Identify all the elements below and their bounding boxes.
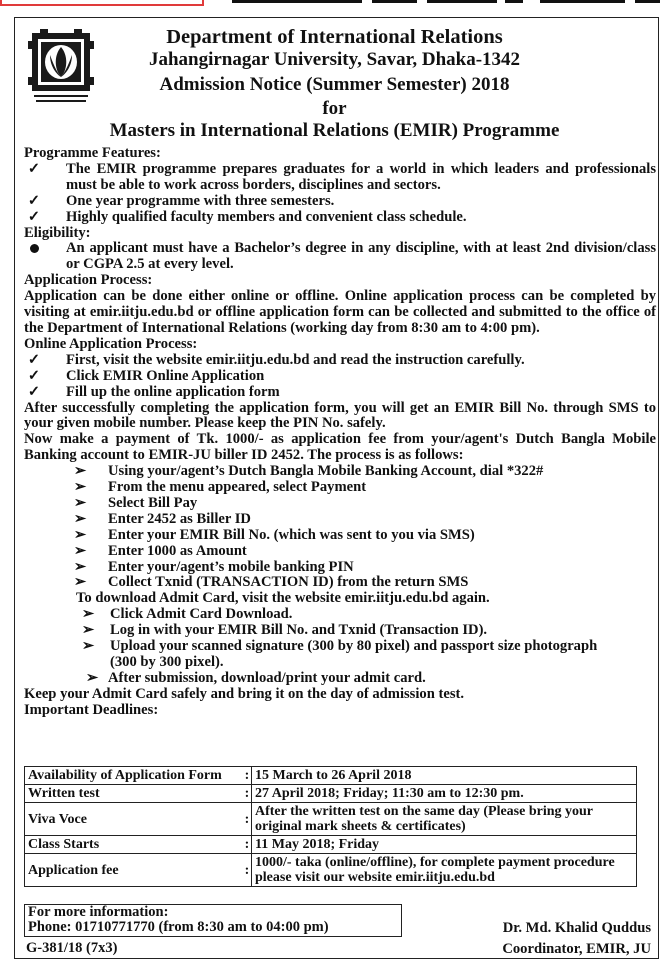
payment-step: ➢ Enter your EMIR Bill No. (which was sent to you via SMS) (74, 526, 475, 543)
application-text: Application can be done either online or offline. Online application process can be completed by visiting at emir.iitju.edu.bd or offline application form can be collected and submitted to the office of the Department of International Relations (working day from 8:30 am to 4:00 pm). (24, 288, 656, 336)
arrow-icon: ➢ (74, 479, 87, 496)
for-line: for (322, 98, 347, 119)
table-row (25, 785, 637, 803)
after-text: After successfully completing the application form, you will get an EMIR Bill No. through SMS to your given mobile number. Please keep the PIN No. safely. (24, 399, 656, 432)
check-icon: ✓ (27, 383, 41, 400)
clipped-text-fragment (372, 0, 417, 3)
deadlines-heading: Important Deadlines: (24, 701, 159, 718)
deadline-value: 27 April 2018; Friday; 11:30 am to 12:30 pm. (252, 785, 637, 803)
table-row (25, 836, 637, 854)
bullet-icon (30, 244, 39, 253)
application-heading: Application Process: (24, 272, 153, 289)
online-step: ✓ Click EMIR Online Application (27, 367, 265, 384)
university-address: Jahangirnagar University, Savar, Dhaka-1342 (148, 49, 521, 70)
signature-block (502, 918, 651, 960)
deadline-value: 11 May 2018; Friday (252, 836, 637, 854)
final-step: ➢ After submission, download/print your admit card. (86, 669, 426, 686)
table-row (25, 767, 637, 785)
arrow-icon: ➢ (74, 574, 87, 591)
department-title: Department of International Relations (166, 26, 503, 48)
online-step: ✓ Fill up the online application form (27, 383, 280, 400)
arrow-icon: ➢ (82, 622, 95, 639)
notice-title: Admission Notice (Summer Semester) 2018 (159, 74, 510, 95)
clipped-text-fragment (635, 0, 660, 3)
contact-box (24, 904, 402, 937)
admit-text: To download Admit Card, visit the website emir.iitju.edu.bd again. (76, 590, 490, 607)
payment-step: ➢ Using your/agent’s Dutch Bangla Mobile Banking Account, dial *322# (74, 463, 544, 480)
feature-item: ✓ The EMIR programme prepares graduates for a world in which leaders and professionals must be able to work across borders, disciplines and sectors. (27, 160, 656, 193)
clipped-text-fragment (505, 0, 523, 3)
phone-line: Phone: 01710771770 (from 8:30 am to 04:00 pm) (28, 919, 329, 935)
eligibility-heading: Eligibility: (24, 224, 91, 241)
signatory-name: Dr. Md. Khalid Quddus (502, 920, 651, 936)
feature-item: ✓ One year programme with three semesters. (27, 192, 335, 209)
red-frame-fragment (0, 0, 204, 6)
payment-step: ➢ Select Bill Pay (74, 494, 198, 511)
arrow-icon: ➢ (82, 606, 95, 623)
deadline-label: Availability of Application Form (25, 767, 244, 785)
payment-step: ➢ Enter 2452 as Biller ID (74, 510, 251, 527)
deadline-value: 1000/- taka (online/offline), for complete payment procedure please visit our website emir.iitju.edu.bd (252, 854, 637, 887)
eligibility-item: An applicant must have a Bachelor’s degree in any discipline, with at least 2nd division/class or CGPA 2.5 at every level. (24, 241, 656, 273)
payment-step: ➢ Collect Txnid (TRANSACTION ID) from the return SMS (74, 574, 469, 591)
arrow-icon: ➢ (74, 510, 87, 527)
arrow-icon: ➢ (74, 526, 87, 543)
arrow-icon: ➢ (86, 669, 99, 686)
deadline-value: 15 March to 26 April 2018 (252, 767, 637, 785)
deadline-label: Class Starts (25, 836, 244, 854)
deadline-label: Viva Voce (25, 803, 244, 836)
clipped-text-fragment (232, 0, 362, 3)
payment-step: ➢ Enter 1000 as Amount (74, 542, 247, 559)
arrow-icon: ➢ (74, 558, 87, 575)
separator: : (243, 803, 252, 836)
payment-step: ➢ Enter your/agent’s mobile banking PIN (74, 558, 354, 575)
check-icon: ✓ (27, 351, 41, 368)
separator: : (243, 836, 252, 854)
reference-number: G-381/18 (7x3) (26, 940, 118, 956)
admit-step: ➢ Upload your scanned signature (300 by 80 pixel) and passport size photograph (300 by 300 pixel). (82, 638, 598, 670)
info-heading: For more information: (28, 904, 169, 920)
separator: : (243, 767, 252, 785)
deadline-label: Written test (25, 785, 244, 803)
payment-step: ➢ From the menu appeared, select Payment (74, 479, 367, 496)
separator: : (243, 785, 252, 803)
deadline-label: Application fee (25, 854, 244, 887)
arrow-icon: ➢ (74, 463, 87, 480)
programme-title: Masters in International Relations (EMIR) Programme (109, 120, 560, 141)
table-row (25, 854, 637, 887)
separator: : (243, 854, 252, 887)
online-heading: Online Application Process: (24, 335, 198, 352)
arrow-icon: ➢ (82, 638, 95, 655)
signatory-title: Coordinator, EMIR, JU (502, 941, 651, 957)
admit-step: ➢ Click Admit Card Download. (82, 606, 293, 623)
table-row (25, 803, 637, 836)
deadlines-table (24, 766, 637, 887)
check-icon: ✓ (27, 367, 41, 384)
keep-admit-text: Keep your Admit Card safely and bring it on the day of admission test. (24, 685, 465, 702)
check-icon: ✓ (27, 208, 41, 225)
arrow-icon: ➢ (74, 542, 87, 559)
payment-text: Now make a payment of Tk. 1000/- as application fee from your/agent's Dutch Bangla Mobile Banking account to EMIR-JU biller ID 2452. The process is as follows: (24, 431, 656, 464)
check-icon: ✓ (27, 192, 41, 209)
clipped-text-fragment (540, 0, 625, 3)
features-heading: Programme Features: (24, 145, 161, 161)
clipped-top-strip (0, 0, 669, 8)
clipped-text-fragment (427, 0, 497, 3)
deadline-value: After the written test on the same day (Please bring your original mark sheets & certificates) (252, 803, 637, 836)
feature-item: ✓ Highly qualified faculty members and convenient class schedule. (27, 208, 467, 225)
check-icon: ✓ (27, 160, 41, 177)
admit-step: ➢ Log in with your EMIR Bill No. and Txnid (Transaction ID). (82, 622, 488, 639)
online-step: ✓ First, visit the website emir.iitju.edu.bd and read the instruction carefully. (27, 351, 525, 368)
arrow-icon: ➢ (74, 494, 87, 511)
notice-body (24, 146, 656, 719)
